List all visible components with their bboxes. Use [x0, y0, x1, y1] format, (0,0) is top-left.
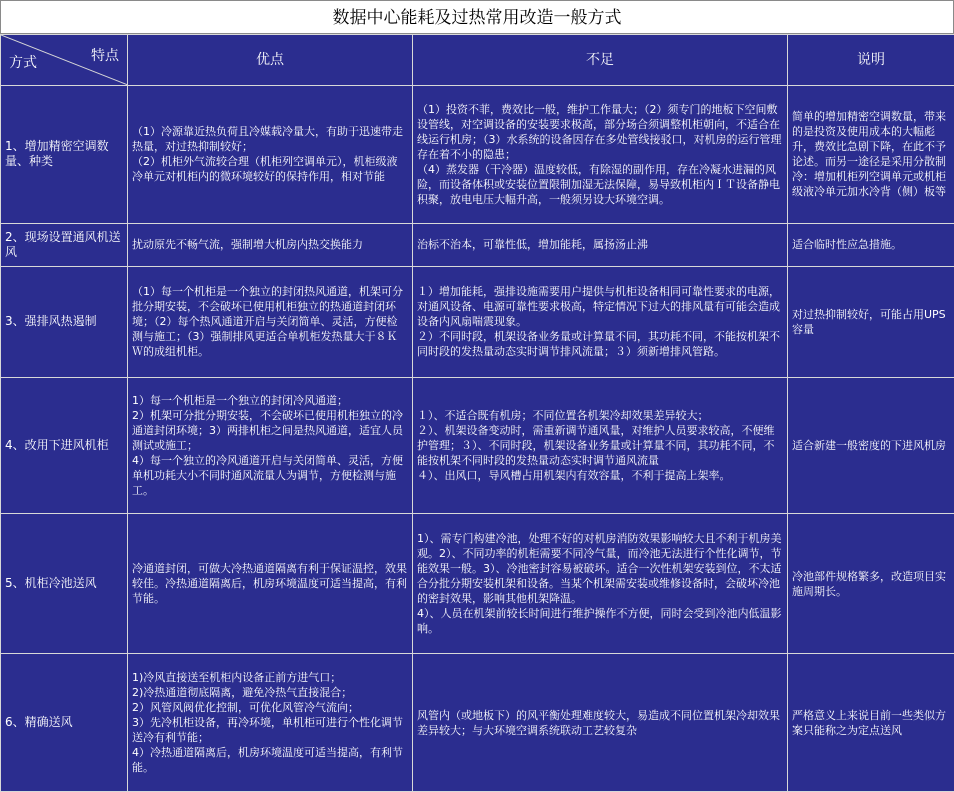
table-row	[1, 654, 954, 792]
cons-line: ２）不同时段，机架设备业务量或计算量不同，其功耗不同，不能按机架不同时段的发热量动态实时调节排风流量；３）须新增排风管路。	[417, 330, 780, 359]
pros-line: （1）每一个机柜是一个独立的封闭热风通道，机架可分批分期安装，不会破坏已使用机柜独立的热通道封闭环境；（2）每个热风通道开启与关闭简单、灵活，方便检测与施工；（3）强制排风更适合单机柜发热量大于８ＫＷ的成组机柜。	[132, 285, 403, 359]
notes-line: 简单的增加精密空调数量，带来的是投资及使用成本的大幅彪升，费效比急剧下降，在此不予论述。而另一途径是采用分散制冷：增加机柜列空调单元或机柜级液冷单元加水冷背（侧）板等	[792, 110, 946, 199]
cons-line: １）增加能耗，强排设施需要用户提供与机柜设备相同可靠性要求的电源，对通风设备、电源可靠性要求极高，特定情况下过大的排风量有可能会造成设备内风扇喘震现象。	[417, 285, 780, 329]
pros-line: 3）先冷机柜设备，再冷环境，单机柜可进行个性化调节送冷有利节能；	[132, 716, 403, 744]
cons-line: 1）、需专门构建冷池，处理不好的对机房消防效果影响较大且不利于机房美观。2）、不同功率的机柜需要不同冷气量，而冷池无法进行个性化调节，节能效果一般。3）、冷池密封容易被破坏。适合一次性机架安装到位，不太适合分批分期安装机架和设备。当某个机架需安装或维修设备时，会破坏冷池的密封效果，影响其他机架降温。	[417, 532, 782, 606]
cons-cell	[413, 223, 788, 266]
header-row	[1, 35, 954, 86]
header-cons: 不足	[413, 35, 788, 86]
pros-line: 2)冷热通道彻底隔离，避免冷热气直接混合；	[132, 686, 353, 699]
table-row	[1, 223, 954, 266]
cons-line: 风管内（或地板下）的风平衡处理难度较大，易造成不同位置机架冷却效果差异较大；与大环境空调系统联动工艺较复杂	[417, 708, 780, 737]
method-cell: 4、改用下进风机柜	[1, 378, 128, 514]
pros-cell	[128, 86, 413, 224]
notes-line: 适合临时性应急措施。	[792, 238, 902, 252]
cons-cell	[413, 514, 788, 654]
cons-line: 治标不治本，可靠性低，增加能耗，属扬汤止沸	[417, 238, 648, 252]
pros-line: 1)冷风直接送至机柜内设备正前方进气口；	[132, 671, 342, 684]
cons-line: ４）、出风口，导风槽占用机架内有效容量，不利于提高上架率。	[417, 469, 731, 483]
method-cell: 6、精确送风	[1, 654, 128, 792]
notes-line: 对过热抑制较好，可能占用UPS容量	[792, 307, 946, 336]
cons-line: （4）蒸发器（干冷器）温度较低，有除湿的副作用，存在冷凝水进漏的风险，而设备体积或安装位置限制加湿无法保障，易导致机柜内ＩＴ设备静电积聚，放电电压大幅升高，一般须另设大环境空调。	[417, 162, 780, 206]
pros-cell	[128, 378, 413, 514]
pros-line: 1）每一个机柜是一个独立的封闭冷风通道；	[132, 394, 348, 408]
method-cell: 1、增加精密空调数量、种类	[1, 86, 128, 224]
cons-cell	[413, 266, 788, 378]
table-row	[1, 86, 954, 224]
pros-cell	[128, 514, 413, 654]
header-feature: 特点	[91, 48, 119, 64]
table-row	[1, 514, 954, 654]
table-row	[1, 378, 954, 514]
pros-line: 4）冷热通道隔离后，机房环境温度可适当提高，有利节能。	[132, 746, 403, 774]
pros-line: 4）每一个独立的冷风通道开启与关闭简单、灵活，方便单机功耗大小不同时通风流量人为调节，方便检测与施工。	[132, 454, 403, 498]
cons-line: 4）、人员在机架前较长时间进行维护操作不方便，同时会受到冷池内低温影响。	[417, 607, 782, 636]
notes-line: 严格意义上来说目前一些类似方案只能称之为定点送风	[792, 708, 946, 737]
page-title: 数据中心能耗及过热常用改造一般方式	[0, 0, 954, 34]
notes-cell	[788, 266, 954, 378]
pros-line: 扰动原先不畅气流，强制增大机房内热交换能力	[132, 238, 363, 252]
pros-cell	[128, 223, 413, 266]
header-method: 方式	[9, 55, 37, 71]
cons-cell	[413, 378, 788, 514]
cons-cell	[413, 654, 788, 792]
cons-line: ２）、机架设备变动时，需重新调节通风量，对维护人员要求较高，不便维护管理；３）、不同时段，机架设备业务量或计算量不同，其功耗不同，不能按机架不同时段的发热量动态实时调节通风流量	[417, 424, 775, 468]
pros-line: 2）机架可分批分期安装，不会破坏已使用机柜独立的冷通道封闭环境；3）两排机柜之间是热风通道，适宜人员测试或施工；	[132, 409, 403, 453]
notes-cell	[788, 86, 954, 224]
pros-line: 2）风管风阀优化控制，可优化风管冷气流向；	[132, 701, 359, 714]
notes-line: 冷池部件规格繁多，改造项目实施周期长。	[792, 569, 946, 598]
notes-cell	[788, 654, 954, 792]
notes-cell	[788, 514, 954, 654]
method-cell: 2、现场设置通风机送风	[1, 223, 128, 266]
header-pros: 优点	[128, 35, 413, 86]
cons-cell	[413, 86, 788, 224]
method-cell: 3、强排风热遏制	[1, 266, 128, 378]
pros-cell	[128, 654, 413, 792]
table-body	[1, 86, 954, 792]
pros-line: （1）冷源靠近热负荷且冷媒载冷量大，有助于迅速带走热量，对过热抑制较好；	[132, 125, 403, 154]
notes-cell	[788, 223, 954, 266]
table-row	[1, 266, 954, 378]
method-cell: 5、机柜冷池送风	[1, 514, 128, 654]
notes-cell	[788, 378, 954, 514]
header-corner-cell	[1, 35, 128, 86]
header-notes: 说明	[788, 35, 954, 86]
pros-cell	[128, 266, 413, 378]
retrofit-table	[0, 34, 954, 792]
notes-line: 适合新建一般密度的下进风机房	[792, 439, 946, 453]
pros-line: （2）机柜外气流较合理（机柜列空调单元），机柜级液冷单元对机柜内的微环境较好的保持作用，相对节能	[132, 155, 398, 184]
cons-line: １）、不适合既有机房；不同位置各机架冷却效果差异较大；	[417, 409, 709, 423]
pros-line: 冷通道封闭，可做大冷热通道隔离有利于保证温控，效果较佳。冷热通道隔离后，机房环境温度可适当提高，有利节能。	[132, 562, 407, 606]
cons-line: （1）投资不菲，费效比一般，维护工作量大；（2）须专门的地板下空间敷设管线，对空调设备的安装要求极高，部分场合须调整机柜朝向，不适合在线运行机房；（3）水系统的设备因存在多处管线接驳口，对机房的运行管理存在着不小的隐患；	[417, 102, 782, 161]
